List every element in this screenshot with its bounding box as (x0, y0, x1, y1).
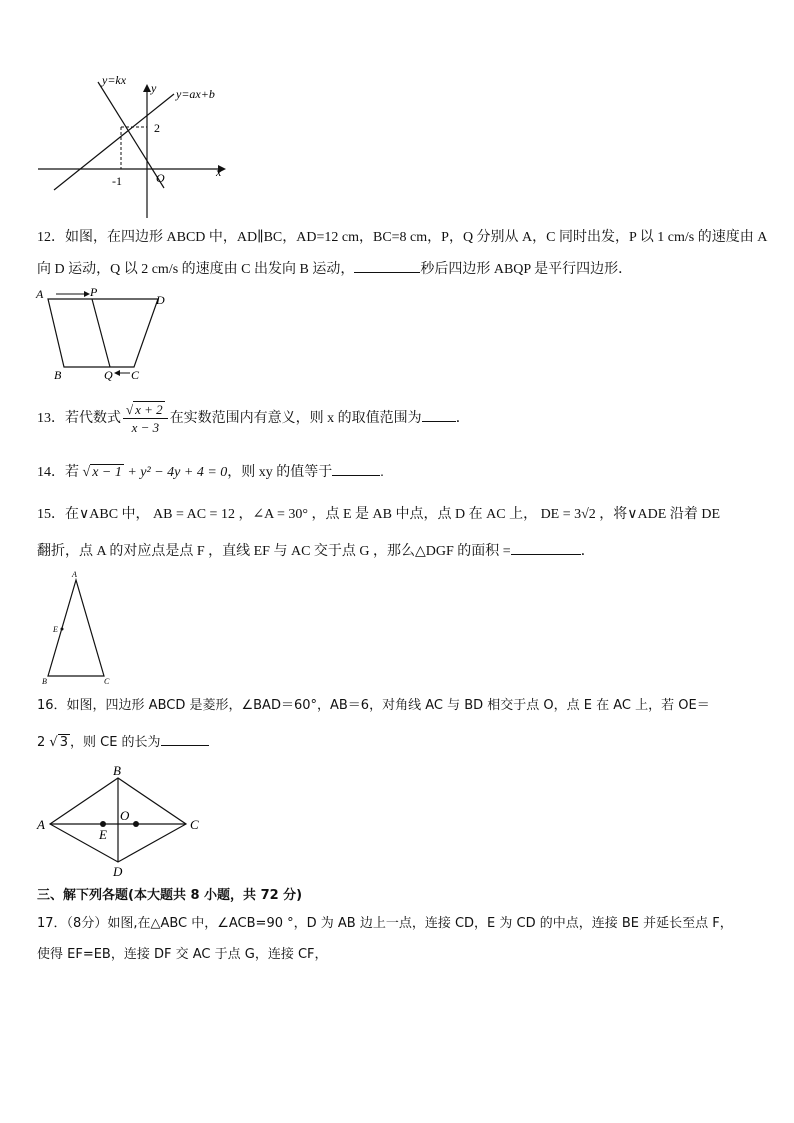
label-y-ax-b: y=ax+b (176, 87, 215, 101)
tick-label-2: 2 (154, 121, 160, 135)
q16-text1: 如图，四边形 ABCD 是菱形，∠BAD＝60°，AB＝6，对角线 AC 与 BD 相交于点 O，点 E 在 AC 上，若 OE＝ (66, 698, 710, 713)
label-y-kx: y=kx (102, 73, 127, 87)
label-b: B (42, 677, 47, 686)
label-c: C (131, 368, 140, 382)
q13-number: 13． (37, 411, 65, 426)
point-e (61, 628, 64, 631)
label-e: E (53, 625, 58, 634)
q13-denominator: x − 3 (131, 420, 160, 436)
line-kx (98, 82, 164, 188)
q14-end: . (380, 465, 384, 480)
q12-trapezoid-figure (34, 284, 174, 384)
q12-line1 (37, 228, 767, 248)
q17-line1 (37, 914, 733, 934)
q15-text1: 在∨ABC 中， AB = AC = 12 ，∠A = 30° ，点 E 是 AB 中点，点 D 在 AC 上， DE = 3√2 ，将∨ADE 沿着 DE (65, 507, 720, 522)
q17-line2 (37, 945, 328, 965)
label-b: B (54, 368, 62, 382)
arrow-cq-head (114, 370, 120, 376)
origin-label: O (156, 171, 165, 185)
y-axis-arrow (143, 84, 151, 92)
q15-number: 15． (37, 507, 65, 522)
section-3-heading: 三、解下列各题(本大题共 8 小题，共 72 分) (37, 888, 303, 903)
q13-answer-blank[interactable] (422, 407, 456, 422)
label-a: A (72, 570, 77, 579)
q15-line2 (37, 540, 595, 562)
q14-expression: + y² − 4y + 4 = 0 (123, 465, 228, 480)
q17-text1: （8分）如图,在△ABC 中，∠ACB=90 °，D 为 AB 边上一点，连接 CD，E 为 CD 的中点，连接 BE 并延长至点 F， (66, 916, 733, 931)
q14-radicand: x − 1 (92, 465, 122, 480)
q13-line (37, 400, 470, 438)
q17-text2: 使得 EF=EB，连接 DF 交 AC 于点 G，连接 CF， (37, 947, 328, 962)
label-b: B (113, 763, 121, 778)
q16-answer-blank[interactable] (161, 731, 209, 746)
q14-answer-blank[interactable] (332, 461, 380, 476)
q15-text2a: 翻折，点 A 的对应点是点 F ，直线 EF 与 AC 交于点 G ，那么△DGF 的面积 = (37, 544, 511, 559)
q14-number: 14． (37, 465, 65, 480)
q13-pre: 若代数式 (65, 411, 121, 426)
label-c: C (190, 817, 199, 832)
q15-line1 (37, 505, 720, 525)
q16-text2: ，则 CE 的长为 (69, 735, 161, 750)
label-a: A (37, 817, 45, 832)
q14-pre: 若 (65, 465, 79, 480)
q13-end: ． (455, 411, 470, 426)
tick-label-neg1: -1 (112, 174, 122, 188)
q16-number: 16． (37, 698, 67, 713)
q12-line2 (37, 258, 632, 280)
q12-text2a: 向 D 运动，Q 以 2 cm/s 的速度由 C 出发向 B 运动， (37, 262, 355, 277)
linear-functions-figure (30, 72, 230, 222)
label-p: P (90, 285, 98, 299)
trapezoid-abcd (48, 299, 158, 367)
label-c: C (104, 677, 110, 686)
label-a: A (36, 287, 44, 301)
q15-answer-blank[interactable] (511, 540, 581, 555)
q14-line: 14．若 √ x − 1 + y² − 4y + 4 = 0，则 xy 的值等于 . (37, 461, 384, 483)
label-y-axis: y (151, 81, 157, 95)
q12-number: 12． (37, 230, 65, 245)
q15-triangle-figure (38, 568, 118, 688)
segment-pq (92, 299, 110, 367)
q13-radicand: x + 2 (135, 402, 163, 418)
q15-text2b: ． (580, 544, 595, 559)
q16-rhombus-figure (34, 762, 214, 882)
q16-line1 (37, 696, 710, 716)
q12-text1: 如图，在四边形 ABCD 中，AD∥BC，AD=12 cm，BC=8 cm，P，Q 分别从 A，C 同时出发，P 以 1 cm/s 的速度由 A (65, 230, 768, 245)
label-d: D (113, 864, 123, 879)
q13-post: 在实数范围内有意义，则 x 的取值范围为 (169, 411, 422, 426)
label-x-axis: x (216, 165, 222, 179)
q17-number: 17． (37, 916, 67, 931)
label-e: E (99, 827, 107, 842)
point-o-marker (133, 821, 139, 827)
q12-answer-blank[interactable] (354, 258, 420, 273)
q13-fraction: $\frac{√ x + 2}{x - 3}$ (123, 401, 168, 436)
q16-line2: 2 √ 3 ，则 CE 的长为 (37, 731, 209, 753)
label-d: D (156, 293, 165, 307)
label-q: Q (104, 368, 113, 382)
q12-text2b: 秒后四边形 ABQP 是平行四边形． (420, 262, 633, 277)
q16-radicand: 3 (59, 735, 68, 750)
label-o: O (120, 808, 130, 823)
q16-coef: 2 (37, 735, 46, 750)
q14-post: ，则 xy 的值等于 (227, 465, 333, 480)
